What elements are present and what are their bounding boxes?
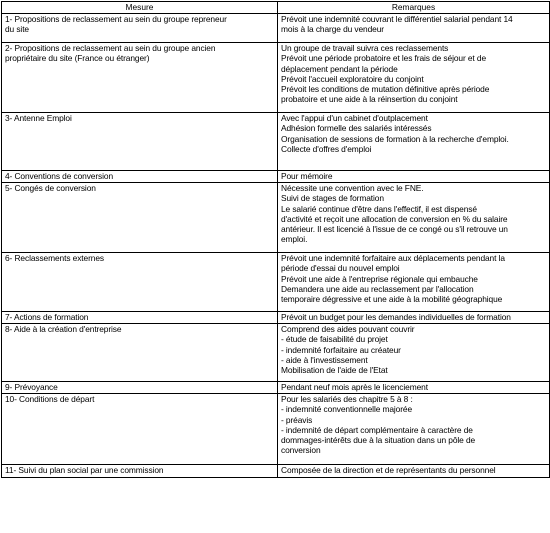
cell-remarques [278, 394, 550, 465]
cell-mesure [2, 382, 278, 394]
cell-remarques [278, 312, 550, 324]
remarques-text-line: Suivi de stages de formation [281, 193, 384, 204]
mesure-text-line: 7- Actions de formation [5, 312, 89, 322]
remarques-text-line: Prévoit un budget pour les demandes individuelles de formation [281, 312, 511, 322]
remarques-text-line: conversion [281, 445, 321, 456]
remarques-text-line: emploi. [281, 234, 308, 245]
cell-mesure [2, 171, 278, 183]
cell-mesure [2, 113, 278, 171]
mesure-text-line: 4- Conventions de conversion [5, 171, 114, 181]
table-row [2, 43, 550, 113]
mesure-text-line: 11- Suivi du plan social par une commission [5, 465, 164, 475]
table-row [2, 394, 550, 465]
remarques-text-line: Pour mémoire [281, 171, 333, 181]
cell-remarques [278, 171, 550, 183]
table-row [2, 253, 550, 312]
remarques-text-line: - indemnité de départ complémentaire à caractère de [281, 424, 473, 435]
remarques-text-line: Adhésion formelle des salariés intéressés [281, 123, 432, 134]
remarques-text-line: Prévoit une période probatoire et les frais de séjour et de [281, 53, 486, 64]
remarques-text-line: Mobilisation de l'aide de l'Etat [281, 365, 388, 376]
table-row [2, 171, 550, 183]
remarques-text-line: Prévoit une indemnité forfaitaire aux déplacements pendant la [281, 253, 505, 263]
remarques-text-line: Pendant neuf mois après le licenciement [281, 382, 428, 392]
column-header-mesure: Mesure [2, 2, 278, 14]
remarques-text-line: Prévoit les conditions de mutation définitive après période [281, 84, 490, 95]
remarques-text-line: probatoire et une aide à la réinsertion du conjoint [281, 94, 458, 105]
remarques-text-line: Comprend des aides pouvant couvrir [281, 324, 415, 334]
remarques-text-line: Prévoit une aide à l'entreprise régionale qui embauche [281, 273, 478, 284]
remarques-text-line: Demandera une aide au reclassement par l'allocation [281, 283, 474, 294]
remarques-text-line: - préavis [281, 414, 313, 425]
remarques-text-line: mois à la charge du vendeur [281, 24, 384, 35]
remarques-text-line: d'activité et reçoit une allocation de conversion en % du salaire [281, 213, 508, 224]
cell-mesure [2, 253, 278, 312]
cell-mesure [2, 324, 278, 382]
column-header-remarques: Remarques [278, 2, 550, 14]
table-row [2, 183, 550, 253]
remarques-text-line: période d'essai du nouvel emploi [281, 263, 400, 274]
cell-mesure [2, 312, 278, 324]
remarques-text-line: Nécessite une convention avec le FNE. [281, 183, 424, 193]
cell-mesure [2, 14, 278, 43]
cell-remarques [278, 183, 550, 253]
remarques-text-line: antérieur. Il est licencié à l'issue de ce congé ou s'il retrouve un [281, 224, 508, 235]
mesure-text-line: du site [5, 24, 29, 35]
remarques-text-line: - aide à l'investissement [281, 354, 368, 365]
cell-remarques [278, 43, 550, 113]
remarques-text-line: Le salarié continue d'être dans l'effectif, il est dispensé [281, 203, 477, 214]
cell-remarques [278, 382, 550, 394]
cell-remarques [278, 465, 550, 478]
remarques-text-line: - étude de faisabilité du projet [281, 334, 388, 345]
remarques-text-line: Prévoit une indemnité couvrant le différentiel salarial pendant 14 [281, 14, 513, 24]
remarques-text-line: dommages-intérêts due à la situation dans un pôle de [281, 435, 476, 446]
mesure-text-line: 2- Propositions de reclassement au sein du groupe ancien [5, 43, 216, 53]
remarques-text-line: - indemnité conventionnelle majorée [281, 404, 413, 415]
cell-remarques [278, 324, 550, 382]
mesure-text-line: 5- Congés de conversion [5, 183, 96, 193]
cell-remarques [278, 14, 550, 43]
mesure-text-line: 6- Reclassements externes [5, 253, 104, 263]
mesure-text-line: 10- Conditions de départ [5, 394, 95, 404]
remarques-text-line: Collecte d'offres d'emploi [281, 143, 372, 154]
cell-mesure [2, 394, 278, 465]
mesure-text-line: 1- Propositions de reclassement au sein du groupe repreneur [5, 14, 227, 24]
cell-mesure [2, 183, 278, 253]
remarques-text-line: Composée de la direction et de représentants du personnel [281, 465, 496, 475]
table-row [2, 382, 550, 394]
cell-mesure [2, 43, 278, 113]
table-row [2, 465, 550, 478]
measures-table [1, 1, 550, 478]
remarques-text-line: déplacement pendant la période [281, 63, 398, 74]
table-row [2, 312, 550, 324]
mesure-text-line: 8- Aide à la création d'entreprise [5, 324, 122, 334]
mesure-text-line: propriétaire du site (France ou étranger) [5, 53, 150, 64]
table-row [2, 14, 550, 43]
remarques-text-line: - indemnité forfaitaire au créateur [281, 344, 401, 355]
mesure-text-line: 9- Prévoyance [5, 382, 58, 392]
table-row [2, 324, 550, 382]
remarques-text-line: temporaire dégressive et une aide à la mobilité géographique [281, 294, 503, 305]
remarques-text-line: Pour les salariés des chapitre 5 à 8 : [281, 394, 413, 404]
remarques-text-line: Un groupe de travail suivra ces reclassements [281, 43, 449, 53]
mesure-text-line: 3- Antenne Emploi [5, 113, 72, 123]
cell-remarques [278, 113, 550, 171]
cell-mesure [2, 465, 278, 478]
remarques-text-line: Prévoit l'accueil exploratoire du conjoint [281, 73, 424, 84]
table-row [2, 113, 550, 171]
remarques-text-line: Avec l'appui d'un cabinet d'outplacement [281, 113, 428, 123]
header-row [2, 2, 550, 14]
remarques-text-line: Organisation de sessions de formation à la recherche d'emploi. [281, 133, 509, 144]
cell-remarques [278, 253, 550, 312]
